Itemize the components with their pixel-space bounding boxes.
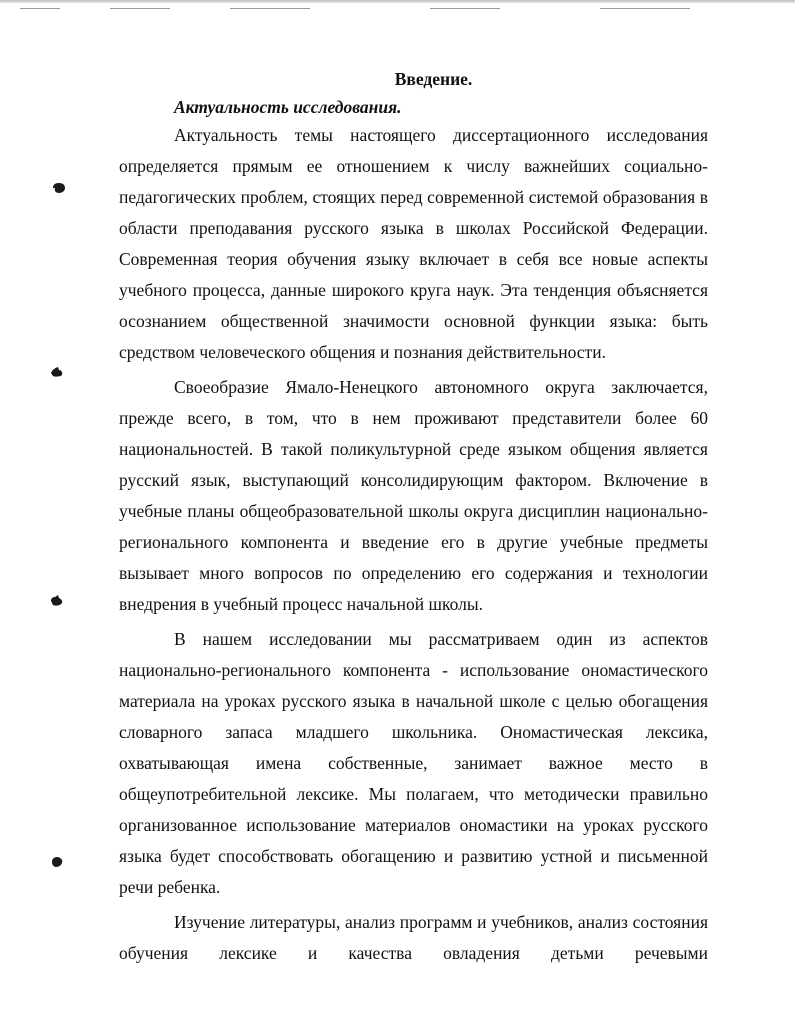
scan-top-edge [0,0,795,3]
section-subtitle: Актуальность исследования. [174,97,402,117]
binder-hole-mark-icon [50,366,64,378]
scan-dash-line [430,8,500,9]
paragraph: Изучение литературы, анализ программ и учебников, анализ состояния обучения лексике и качества овладения детьми речевыми [119,912,708,963]
paragraph: Своеобразие Ямало-Ненецкого автономного округа заключается, прежде всего, в том, что в нем проживают представители более 60 национальностей. В такой поликультурной среде языком общения является русский язык, выступающий консолидирующим фактором. Включение в учебные планы общеобразовательной школы округа дисциплин национально-регионального компонента и введение его в другие учебные предметы вызывает много вопросов по определению его содержания и технологии внедрения в учебный процесс начальной школы. [119,377,708,614]
document-body [119,68,708,969]
page-title: Введение. [394,69,473,89]
paragraph: В нашем исследовании мы рассматриваем один из аспектов национально-регионального компонента - использование ономастического материала на уроках русского языка в начальной школе с целью обогащения словарного запаса младшего школьника. Ономастическая лексика, охватывающая имена собственные, занимает важное место в общеупотребительной лексике. Мы полагаем, что методически правильно организованное использование материалов ономастики на уроках русского языка будет способствовать обогащению и развитию устной и письменной речи ребенка. [119,629,708,897]
scan-dash-line [230,8,310,9]
paragraph: Актуальность темы настоящего диссертационного исследования определяется прямым ее отношением к числу важнейших социально-педагогических проблем, стоящих перед современной системой образования в области преподавания русского языка в школах Российской Федерации. Современная теория обучения языку включает в себя все новые аспекты учебного процесса, данные широкого круга наук. Эта тенденция объясняется осознанием общественной значимости основной функции языка: быть средством человеческого общения и познания действительности. [119,125,708,362]
scan-dash-line [600,8,690,9]
binder-hole-mark-icon [50,595,64,607]
scan-dash-line [20,8,60,9]
binder-hole-mark-icon [52,182,66,194]
binder-hole-mark-icon [50,856,64,868]
scan-dash-line [110,8,170,9]
